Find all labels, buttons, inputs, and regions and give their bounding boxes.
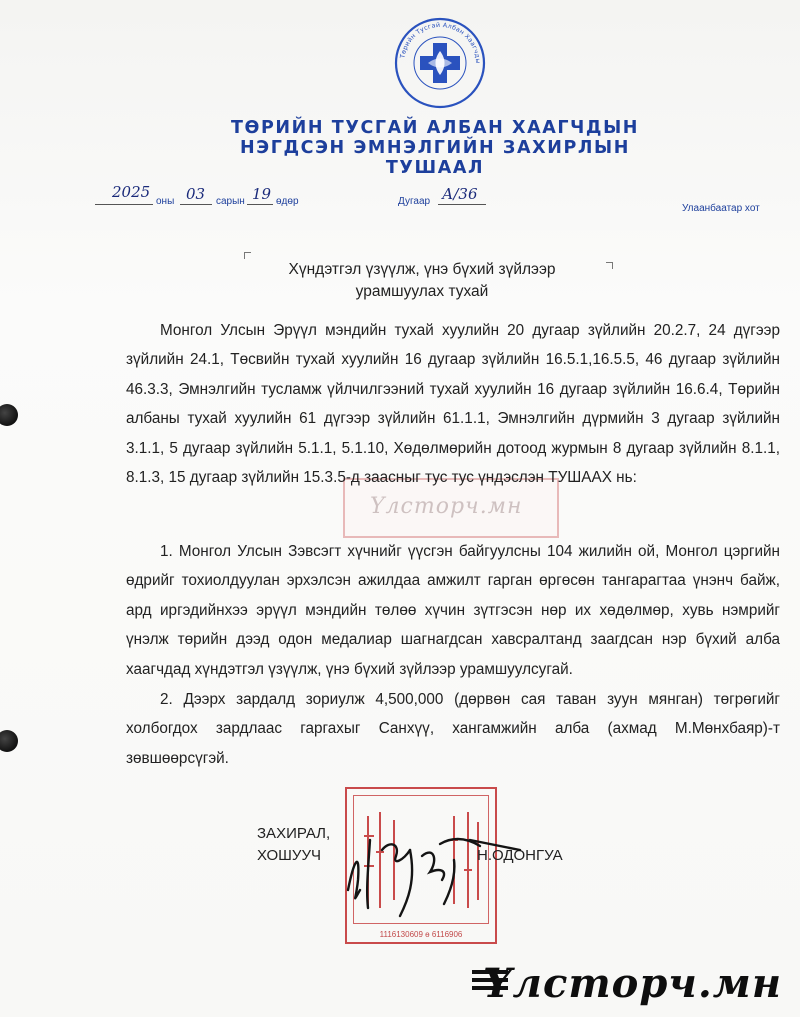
org-title-line-3: ТУШААЛ	[385, 158, 485, 178]
signer-name: Н.ОДОНГУА	[477, 847, 563, 864]
org-title-line-2: НЭГДСЭН ЭМНЭЛГИЙН ЗАХИРЛЫН	[240, 138, 630, 158]
city-label: Улаанбаатар хот	[682, 203, 760, 214]
number-underline	[438, 204, 486, 205]
stamp-number: 1116130609 ѳ 6116906	[379, 930, 463, 939]
month-underline	[180, 204, 212, 205]
preamble-paragraph: Монгол Улсын Эрүүл мэндийн тухай хуулийн 20 дугаар зүйлийн 20.2.7, 24 дүгээр зүйлийн 24.1, Төсвийн тухай хуулийн 16 дугаар зүйлийн 16.5.1,16.5.5, 46 дугаар зүйлийн 46.3.3, Эмнэлгийн тусламж үйлчилгээний тухай хуулийн 16 дугаар зүйлийн 16.6.4, Төрийн албаны тухай хуулийн 61 дүгээр зүйлийн 61.1.1, Эмнэлгийн дүрмийн 3 дугаар зүйлийн 3.1.1, 5 дугаар зүйлийн 5.1.1, 5.1.10, Хөдөлмөрийн дотоод журмын 8 дугаар зүйлийн 8.1.1, 8.1.3, 15 дугаар зүйлийн 15.3.5-д заасныг тус тус үндэслэн ТУШААХ нь:	[126, 322, 780, 487]
watermark-text: Үлсторч.мн	[370, 494, 523, 519]
subject-bracket-left	[244, 252, 251, 259]
date-month: 03	[186, 185, 206, 203]
signer-title-line-2: ХОШУУЧ	[257, 847, 321, 864]
date-year: 2025	[112, 183, 151, 201]
subject-line-1: Хүндэтгэл үзүүлж, үнэ бүхий зүйлээр	[288, 261, 556, 278]
subject-line-2: урамшуулах тухай	[355, 283, 489, 300]
order-item-2: 2. Дээрх зардалд зориулж 4,500,000 (дөрвөн сая таван зуун мянган) төгрөгийг холбогдох зардлаас гаргахыг Санхүү, хангамжийн алба (ахмад М.Мөнхбаяр)-т зөвшөөрсүгэй.	[126, 691, 780, 767]
handwritten-signature	[330, 820, 530, 930]
svg-text:Төрийн Тусгай Албан Хаагчдын Н: Төрийн Тусгай Албан Хаагчды	[399, 21, 482, 64]
day-suffix: өдөр	[276, 196, 299, 207]
date-day: 19	[252, 185, 272, 203]
signer-title-line-1: ЗАХИРАЛ,	[257, 825, 331, 842]
day-underline	[247, 204, 273, 205]
hospital-logo	[392, 15, 488, 111]
year-suffix: оны	[156, 196, 175, 207]
order-item-1: 1. Монгол Улсын Зэвсэгт хүчнийг үүсгэн байгуулсны 104 жилийн ой, Монгол цэргийн өдрийг тохиолдуулан эрхэлсэн ажилдаа амжилт гарган өргөсөн тангарагтаа үнэнч байж, ард иргэдийнхээ эрүүл мэндийн төлөө хүчин зүтгэсэн нөр их хөдөлмөр, хувь нэмрийг үнэлж төрийн дээд одон медалиар шагнагдсан хавсралтанд заагдсан нэр бүхий алба хаагчдад хүндэтгэл үзүүлж, үнэ бүхий зүйлээр урамшуулсугай.	[126, 543, 780, 678]
order-number-label: Дугаар	[398, 196, 431, 207]
year-underline	[95, 204, 153, 205]
month-suffix: сарын	[216, 196, 245, 207]
bottom-watermark: Үлсторч.мн	[483, 960, 782, 1007]
punch-hole-bottom	[0, 730, 18, 752]
order-number: А/36	[442, 185, 478, 203]
punch-hole-top	[0, 404, 18, 426]
org-title-line-1: ТӨРИЙН ТУСГАЙ АЛБАН ХААГЧДЫН	[230, 118, 640, 138]
